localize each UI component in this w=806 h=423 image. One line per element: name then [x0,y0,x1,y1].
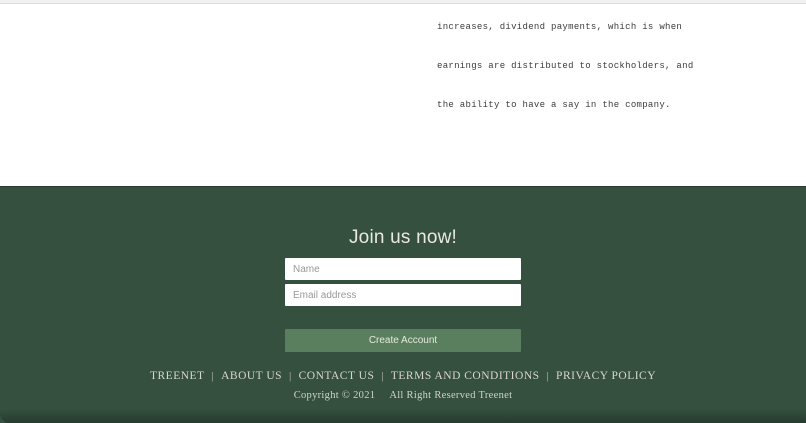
create-account-button[interactable]: Create Account [285,329,521,352]
copyright-right: All Right Reserved Treenet [389,390,513,401]
copyright-notice [0,390,806,401]
email-input[interactable] [285,284,521,306]
name-input[interactable] [285,258,521,280]
browser-chrome-strip [0,0,806,4]
footer-link-about-us[interactable]: ABOUT US [221,370,283,382]
article-excerpt-line: increases, dividend payments, which is when [437,22,683,32]
footer-link-privacy-policy[interactable]: PRIVACY POLICY [556,370,657,382]
article-excerpt-line: earnings are distributed to stockholders, and [437,61,694,71]
copyright-left: Copyright © 2021 [293,390,376,401]
nav-separator: | [289,371,292,382]
signup-form [285,258,521,352]
nav-separator: | [381,371,384,382]
footer-link-treenet[interactable]: TREENET [149,370,205,382]
footer-link-terms-and-conditions[interactable]: TERMS AND CONDITIONS [390,370,540,382]
nav-separator: | [546,371,550,382]
nav-separator: | [211,371,215,382]
article-excerpt [437,0,694,138]
join-us-heading: Join us now! [348,227,457,248]
footer-link-contact-us[interactable]: CONTACT US [298,370,375,382]
article-excerpt-line: the ability to have a say in the company. [437,100,671,110]
footer-nav [0,370,806,382]
site-footer [0,186,806,423]
